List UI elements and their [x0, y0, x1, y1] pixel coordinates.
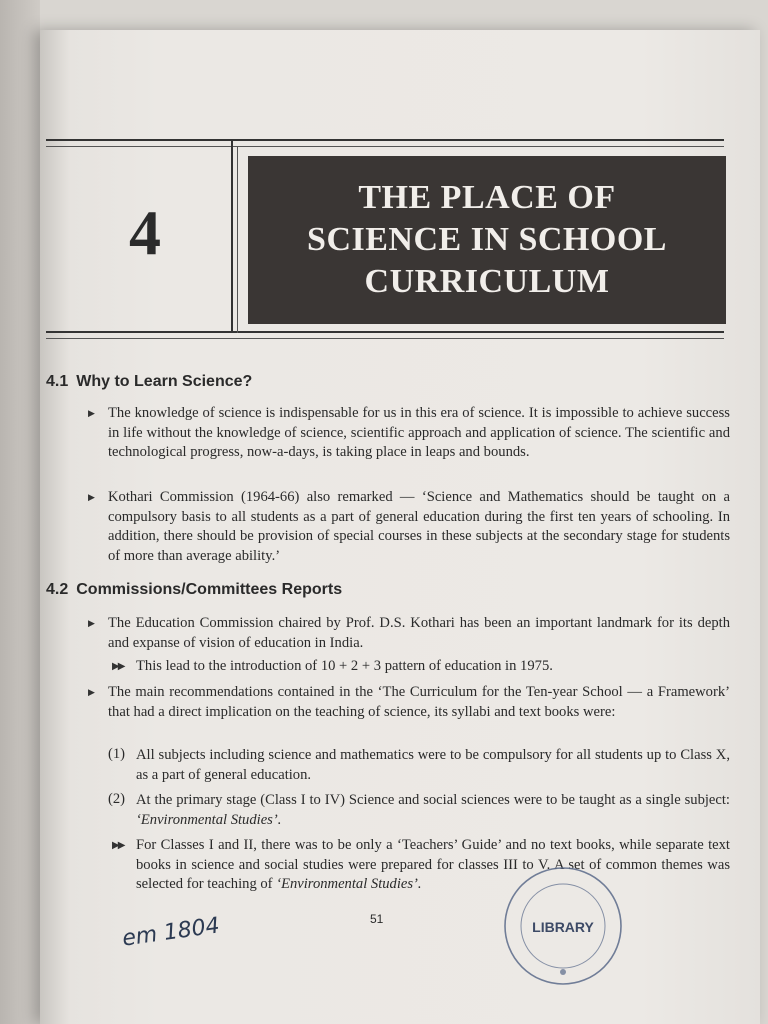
header-divider: [231, 141, 233, 333]
chapter-title-line-1: THE PLACE OF: [358, 179, 616, 216]
list-item-italic: ‘Environmental Studies’.: [136, 811, 282, 828]
library-stamp-icon: [488, 862, 638, 992]
paragraph: The knowledge of science is indispensable for us in this era of science. It is impossible to achieve success in life without the knowledge of science, scientific approach and application of science. The scientific and technological progress, now-a-days, is taking place in leaps and bounds.: [108, 405, 730, 460]
paragraph: The Education Commission chaired by Prof. D.S. Kothari has been an important landmark for its depth and expanse of vision of education in India.: [108, 615, 730, 651]
sub-paragraph: [136, 836, 730, 895]
sub-paragraph-text: For Classes I and II, there was to be only a ‘Teachers’ Guide’ and no text books, while separate text books in science and social studies were prepared for classes III to V. A set of common themes was selected for teaching of: [136, 837, 730, 892]
section-title: Commissions/Committees Reports: [76, 581, 343, 598]
list-item: [136, 791, 730, 830]
bullet-arrow-icon: ▶: [88, 492, 95, 502]
header-rule-top: [46, 139, 724, 141]
book-spine: [0, 0, 40, 1024]
sub-paragraph: This lead to the introduction of 10 + 2 + 3 pattern of education in 1975.: [136, 658, 553, 674]
header-rule-top-thin: [46, 146, 724, 147]
stamp-label: LIBRARY: [532, 919, 594, 935]
library-stamp: [488, 862, 638, 997]
header-rule-bottom-thin: [46, 338, 724, 339]
list-item: All subjects including science and mathematics were to be compulsory for all students up to Class X, as a part of general education.: [136, 747, 730, 783]
section-number: 4.1: [46, 373, 69, 390]
bullet-arrow-icon: ▶: [88, 687, 95, 697]
bullet-arrow-icon: ▶: [88, 408, 95, 418]
double-arrow-icon: ▶▶: [112, 661, 124, 672]
chapter-title-line-2: SCIENCE IN SCHOOL: [307, 221, 667, 258]
sub-paragraph-italic: ‘Environmental Studies’.: [276, 876, 422, 892]
bullet-arrow-icon: ▶: [88, 618, 95, 628]
header-rule-bottom: [46, 331, 724, 333]
handwritten-note: em 1804: [120, 913, 222, 952]
paragraph: Kothari Commission (1964-66) also remarked — ‘Science and Mathematics should be taught on a compulsory basis to all students as a part of general education during the first ten years of schooling. In addition, there should be provision of special courses in these subjects at the secondary stage for students of more than average ability.’: [108, 489, 730, 564]
chapter-title-line-3: CURRICULUM: [364, 263, 610, 300]
list-item-text: At the primary stage (Class I to IV) Science and social sciences were to be taught as a single subject:: [136, 792, 730, 808]
list-number: (1): [108, 746, 126, 762]
page-number: 51: [370, 912, 384, 926]
header-divider-thin: [237, 146, 238, 333]
section-number: 4.2: [46, 581, 69, 598]
chapter-title-box: [248, 156, 726, 324]
chapter-number: 4: [129, 197, 161, 268]
paragraph: The main recommendations contained in the ‘The Curriculum for the Ten-year School — a Framework’ that had a direct implication on the teaching of science, its syllabi and text books were:: [108, 684, 730, 720]
section-title: Why to Learn Science?: [76, 373, 253, 390]
double-arrow-icon: ▶▶: [112, 840, 124, 851]
section-heading-4-2: [46, 581, 342, 599]
section-heading-4-1: [46, 373, 252, 391]
list-number: (2): [108, 791, 126, 807]
